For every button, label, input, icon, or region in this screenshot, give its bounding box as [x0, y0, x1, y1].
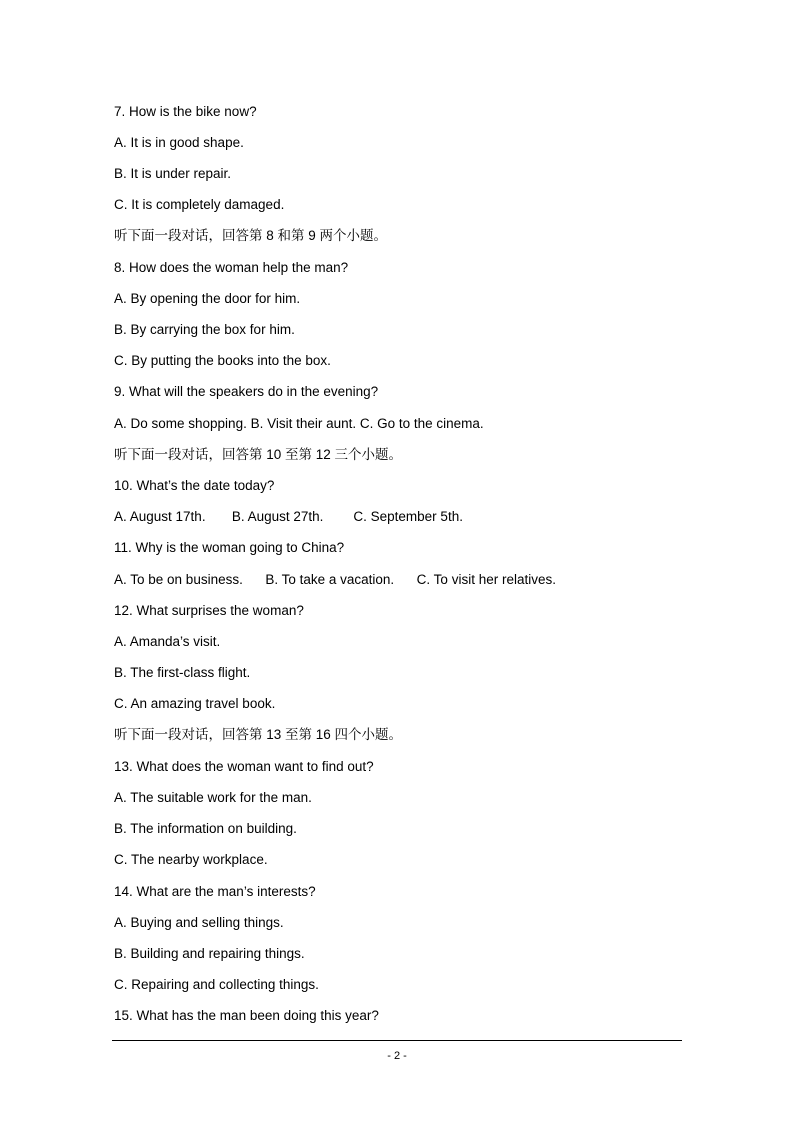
question-12: 12. What surprises the woman? [114, 603, 304, 618]
q8-option-a: A. By opening the door for him. [114, 291, 301, 306]
question-7: 7. How is the bike now? [114, 104, 257, 119]
q14-option-c: C. Repairing and collecting things. [114, 977, 319, 992]
q12-option-a: A. Amanda’s visit. [114, 634, 221, 649]
q11-options: A. To be on business. B. To take a vacation. C. To visit her relatives. [114, 572, 556, 587]
section-instruction-8-9: 听下面一段对话，回答第 8 和第 9 两个小题。 [114, 228, 388, 243]
q8-option-b: B. By carrying the box for him. [114, 322, 295, 337]
q14-option-a: A. Buying and selling things. [114, 915, 284, 930]
question-11: 11. Why is the woman going to China? [114, 540, 345, 555]
q13-option-b: B. The information on building. [114, 821, 297, 836]
question-15: 15. What has the man been doing this year? [114, 1008, 379, 1023]
section-instruction-13-16: 听下面一段对话，回答第 13 至第 16 四个小题。 [114, 727, 403, 742]
question-13: 13. What does the woman want to find out? [114, 759, 374, 774]
q8-option-c: C. By putting the books into the box. [114, 353, 331, 368]
question-10: 10. What’s the date today? [114, 478, 275, 493]
q12-option-c: C. An amazing travel book. [114, 696, 276, 711]
q7-option-a: A. It is in good shape. [114, 135, 244, 150]
q7-option-c: C. It is completely damaged. [114, 197, 285, 212]
footer-rule [112, 1040, 682, 1041]
question-9: 9. What will the speakers do in the evening? [114, 384, 379, 399]
q9-options: A. Do some shopping. B. Visit their aunt. C. Go to the cinema. [114, 416, 484, 431]
q13-option-a: A. The suitable work for the man. [114, 790, 312, 805]
question-14: 14. What are the man’s interests? [114, 884, 316, 899]
q7-option-b: B. It is under repair. [114, 166, 232, 181]
q12-option-b: B. The first-class flight. [114, 665, 251, 680]
section-instruction-10-12: 听下面一段对话，回答第 10 至第 12 三个小题。 [114, 447, 403, 462]
question-8: 8. How does the woman help the man? [114, 260, 349, 275]
page-number: - 2 - [387, 1050, 407, 1062]
q14-option-b: B. Building and repairing things. [114, 946, 305, 961]
q10-options: A. August 17th. B. August 27th. C. September 5th. [114, 509, 463, 524]
q13-option-c: C. The nearby workplace. [114, 852, 268, 867]
